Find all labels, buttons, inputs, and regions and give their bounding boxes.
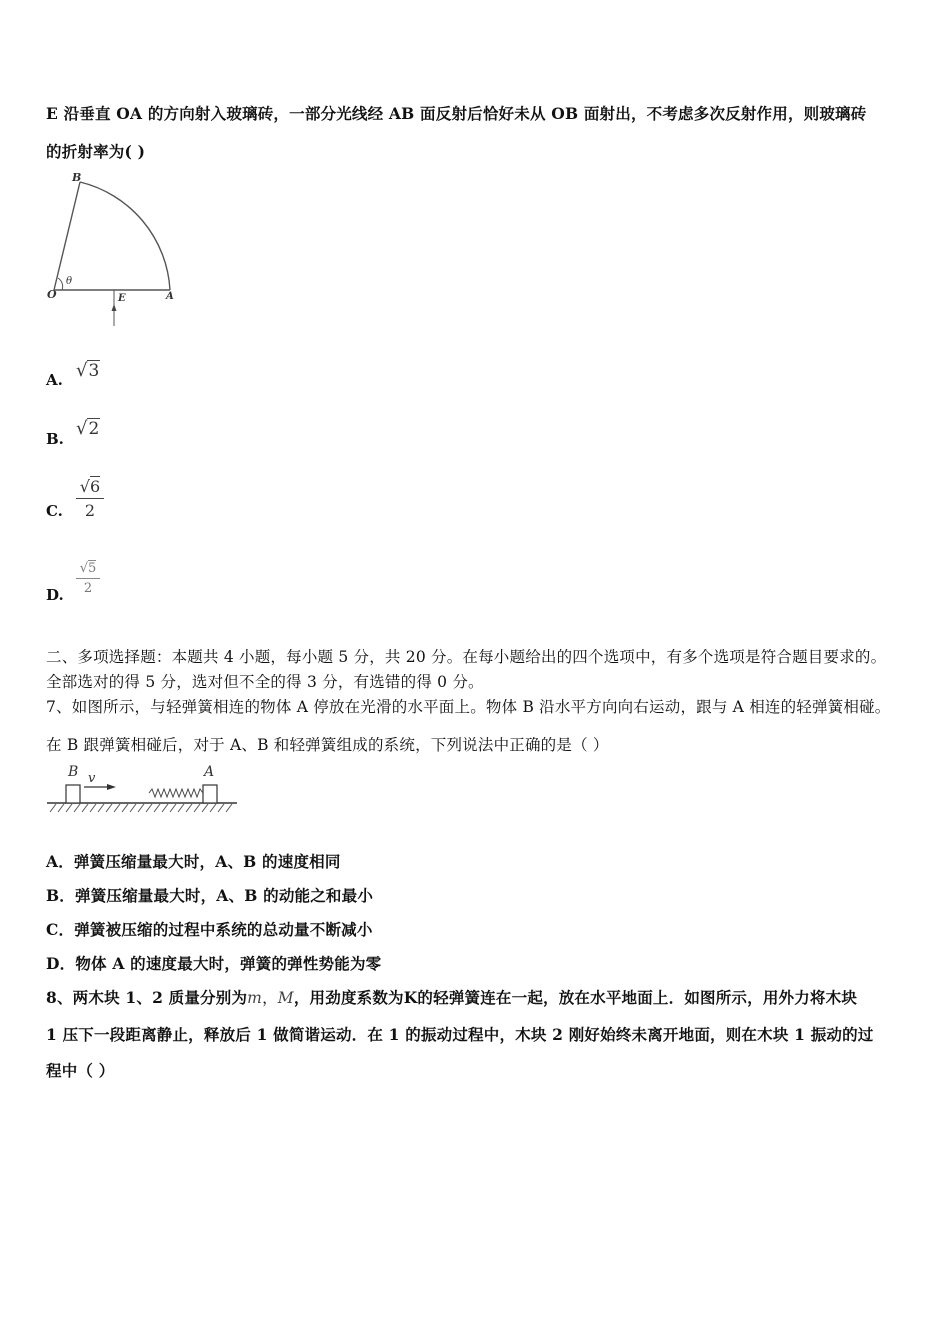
spring xyxy=(149,789,203,797)
q7-spring-figure xyxy=(44,760,244,820)
q6-option-c-label: C. xyxy=(46,502,63,520)
q8-text-line3: 程中（ ） xyxy=(46,1061,115,1080)
var-m: m xyxy=(247,989,263,1007)
label-e: E xyxy=(118,293,126,304)
edge-ob xyxy=(54,182,80,290)
q6-option-b-value: √2 xyxy=(76,418,100,439)
label-block-a: A xyxy=(204,764,215,780)
q6-option-b-label: B. xyxy=(46,430,64,448)
q6-option-c-value: √6 2 xyxy=(76,477,104,520)
q7-option-d: D．物体 A 的速度最大时，弹簧的弹性势能为零 xyxy=(46,954,382,973)
q6-option-d-label: D. xyxy=(46,586,64,604)
q7-text-line1: 7、如图所示，与轻弹簧相连的物体 A 停放在光滑的水平面上。物体 B 沿水平方向向右运动，跟与 A 相连的轻弹簧相碰。 xyxy=(46,698,891,716)
section2-header-line2: 全部选对的得 5 分，选对但不全的得 3 分，有选错的得 0 分。 xyxy=(46,673,484,691)
label-b: B xyxy=(72,171,82,184)
arc-ab xyxy=(80,182,170,290)
q6-glass-figure xyxy=(44,168,194,333)
block-a xyxy=(203,785,217,803)
label-o: O xyxy=(47,288,57,301)
label-theta: θ xyxy=(66,276,73,287)
ground-hatching xyxy=(50,804,232,812)
q8-text-line2: 1 压下一段距离静止，释放后 1 做简谐运动．在 1 的振动过程中，木块 2 刚好始终未离开地面，则在木块 1 振动的过 xyxy=(46,1025,874,1044)
q8-text-line1: 8、两木块 1、2 质量分别为m，M，用劲度系数为Κ的轻弹簧连在一起，放在水平地面上．如图所示，用外力将木块 xyxy=(46,988,858,1007)
q6-option-a-value: √3 xyxy=(76,360,100,381)
block-b xyxy=(66,785,80,803)
var-M: M xyxy=(277,989,294,1007)
q6-text-line2: 的折射率为( ) xyxy=(46,142,146,161)
q6-option-d-value: √5 2 xyxy=(76,561,100,596)
label-a: A xyxy=(166,291,174,302)
q6-option-a-label: A. xyxy=(46,371,63,389)
q7-option-c: C．弹簧被压缩的过程中系统的总动量不断减小 xyxy=(46,920,373,939)
ray-arrow xyxy=(112,304,117,311)
q7-text-line2: 在 B 跟弹簧相碰后，对于 A、B 和轻弹簧组成的系统，下列说法中正确的是（ ） xyxy=(46,736,609,754)
angle-arc xyxy=(58,278,63,290)
label-block-b: B xyxy=(68,764,79,780)
q7-option-b: B．弹簧压缩量最大时，A、B 的动能之和最小 xyxy=(46,886,374,905)
velocity-arrowhead xyxy=(107,784,116,790)
q7-option-a: A．弹簧压缩量最大时，A、B 的速度相同 xyxy=(46,852,341,871)
section2-header-line1: 二、多项选择题：本题共 4 小题，每小题 5 分，共 20 分。在每小题给出的四个选项中，有多个选项是符合题目要求的。 xyxy=(46,648,887,666)
label-velocity: v xyxy=(88,771,96,786)
q6-text-line1: E 沿垂直 OA 的方向射入玻璃砖，一部分光线经 AB 面反射后恰好未从 OB 面射出，不考虑多次反射作用，则玻璃砖 xyxy=(46,104,867,123)
